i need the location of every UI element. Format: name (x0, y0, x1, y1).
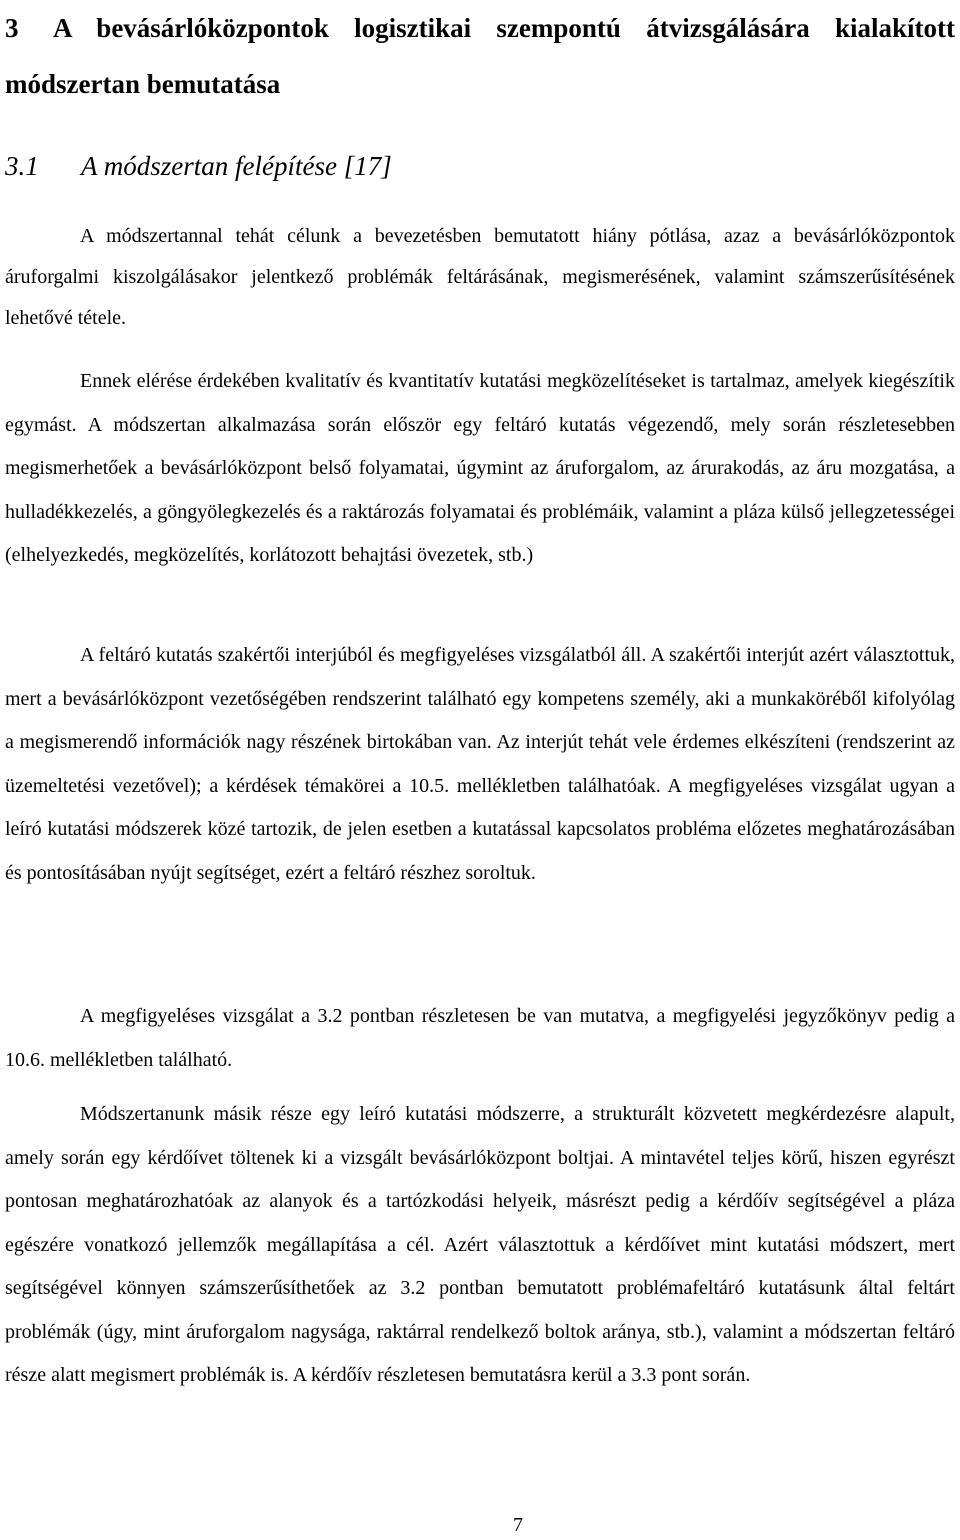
section-number: 3.1 (5, 151, 39, 181)
paragraph-5: Módszertanunk másik része egy leíró kutatási módszerre, a strukturált közvetett megkérdezésre alapult, amely során egy kérdőívet töltenek ki a vizsgált bevásárlóközpont boltjai. A mintavétel teljes körű, hiszen egyrészt pontosan meghatározhatóak az alanyok és a tartózkodási helyeik, másrészt pedig a kérdőív segítségével a pláza egészére vonatkozó jellemzők megállapítása a cél. Azért választottuk a kérdőívet mint kutatási módszert, mert segítségével könnyen számszerűsíthetőek az 3.2 pontban bemutatott problémafeltáró kutatásunk által feltárt problémák (úgy, mint áruforgalom nagysága, raktárral rendelkező boltok aránya, stb.), valamint a módszertan feltáró része alatt megismert problémák is. A kérdőív részletesen bemutatásra kerül a 3.3 pont során. (5, 1103, 955, 1386)
chapter-number: 3 (5, 13, 19, 43)
section-title: A módszertan felépítése [17] (81, 151, 392, 181)
paragraph-3: A feltáró kutatás szakértői interjúból és megfigyeléses vizsgálatból áll. A szakértői interjút azért választottuk, mert a bevásárlóközpont vezetőségében rendszerint található egy kompetens személy, aki a munkaköréből kifolyólag a megismerendő információk nagy részének birtokában van. Az interjút tehát vele érdemes elkészíteni (rendszerint az üzemeltetési vezetővel); a kérdések témakörei a 10.5. mellékletben találhatóak. A megfigyeléses vizsgálat ugyan a leíró kutatási módszerek közé tartozik, de jelen esetben a kutatással kapcsolatos probléma előzetes meghatározásában és pontosításában nyújt segítséget, ezért a feltáró részhez soroltuk. (5, 644, 955, 884)
chapter-title: A bevásárlóközpontok logisztikai szempontú átvizsgálására kialakított módszertan bemutatása (5, 13, 955, 99)
page-number: 7 (513, 1514, 523, 1536)
chapter-heading (5, 0, 955, 112)
section-heading (5, 146, 392, 186)
paragraph-4: A megfigyeléses vizsgálat a 3.2 pontban részletesen be van mutatva, a megfigyelési jegyzőkönyv pedig a 10.6. mellékletben található. (5, 1005, 955, 1071)
paragraph-1: A módszertannal tehát célunk a bevezetésben bemutatott hiány pótlása, azaz a bevásárlóközpontok áruforgalmi kiszolgálásakor jelentkező problémák feltárásának, megismerésének, valamint számszerűsítésének lehetővé tétele. (5, 225, 955, 329)
paragraph-2: Ennek elérése érdekében kvalitatív és kvantitatív kutatási megközelítéseket is tartalmaz, amelyek kiegészítik egymást. A módszertan alkalmazása során először egy feltáró kutatás végezendő, mely során részletesebben megismerhetőek a bevásárlóközpont belső folyamatai, úgymint az áruforgalom, az árurakodás, az áru mozgatása, a hulladékkezelés, a göngyölegkezelés és a raktározás folyamatai és problémáik, valamint a pláza külső jellegzetességei (elhelyezkedés, megközelítés, korlátozott behajtási övezetek, stb.) (5, 370, 955, 566)
